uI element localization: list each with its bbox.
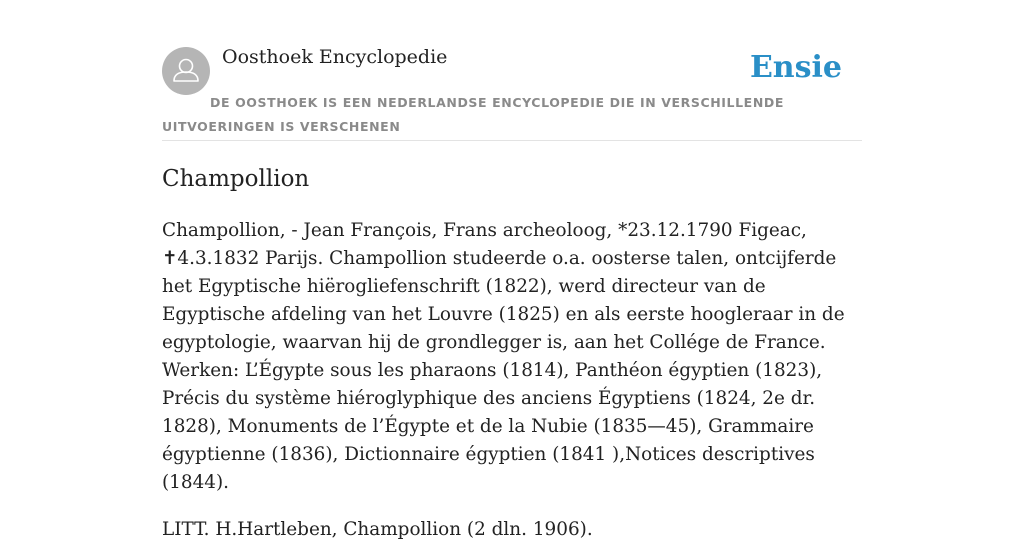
article-references: LITT. H.Hartleben, Champollion (2 dln. 1906). [162,519,593,540]
site-tagline: DE OOSTHOEK IS EEN NEDERLANDSE ENCYCLOPEDIE DIE IN VERSCHILLENDE UITVOERINGEN IS VERSCHENEN [162,95,784,134]
avatar[interactable] [162,47,210,95]
article-title: Champollion [162,166,310,192]
article [162,160,862,544]
site-title[interactable]: Oosthoek Encyclopedie [222,46,448,68]
article-body: Champollion, - Jean François, Frans archeoloog, *23.12.1790 Figeac, ✝4.3.1832 Parijs. Champollion studeerde o.a. oosterse talen, ontcijferde het Egyptische hiërogliefenschrift (1822), werd directeur van de Egyptische afdeling van het Louvre (1825) en als eerste hoogleraar in de egyptologie, waarvan hij de grondlegger is, aan het Collége de France. Werken: L’Égypte sous les pharaons (1814), Panthéon égyptien (1823), Précis du système hiéroglyphique des anciens Égyptiens (1824, 2e dr. 1828), Monuments de l’Égypte et de la Nubie (1835—45), Grammaire égyptienne (1836), Dictionnaire égyptien (1841 ),Notices descriptives (1844). [162,220,845,493]
user-icon [162,47,210,95]
brand-logo[interactable]: Ensie [749,50,842,85]
header [162,40,862,141]
